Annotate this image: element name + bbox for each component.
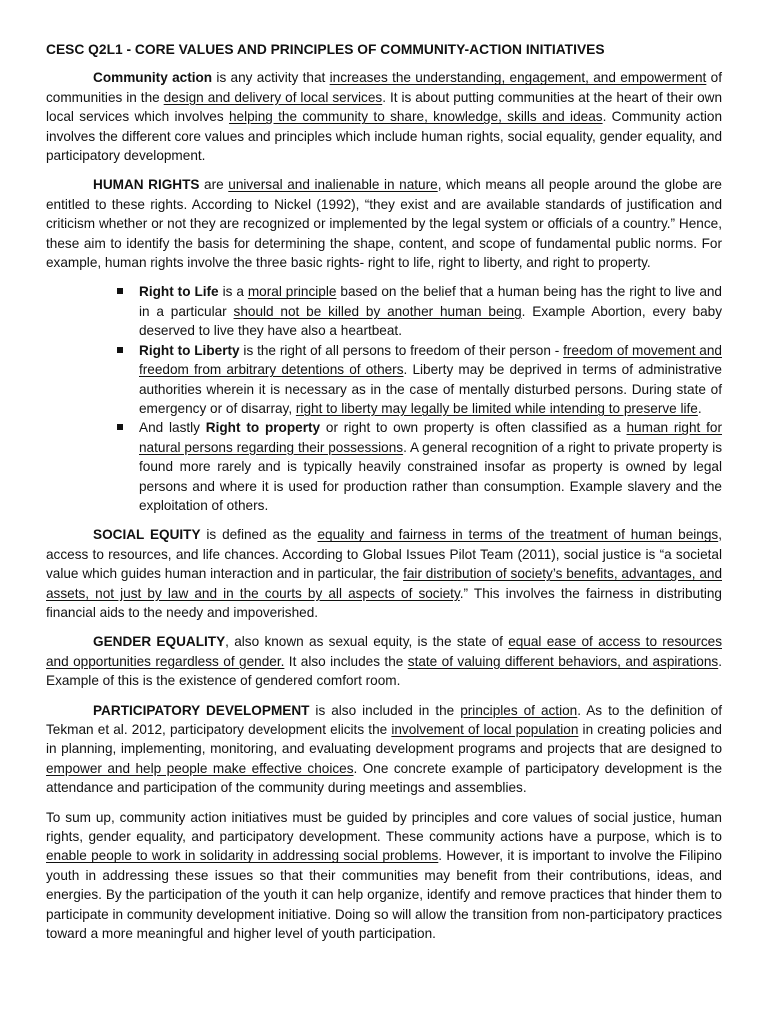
square-bullet-icon — [117, 424, 123, 430]
underlined-phrase: equal ease of access to resources and opportunities regardless of gender. — [46, 634, 722, 669]
underlined-phrase: increases the understanding, engagement, and empowerment — [329, 70, 707, 86]
term-participatory-development: PARTICIPATORY DEVELOPMENT — [93, 702, 310, 718]
term-right-to-life: Right to Life — [139, 284, 219, 300]
underlined-phrase: universal and inalienable in nature — [228, 177, 438, 193]
underlined-phrase: state of valuing different behaviors, and aspirations — [407, 653, 719, 669]
term-community-action: Community action — [93, 70, 213, 86]
underlined-phrase: involvement of local population — [391, 722, 579, 737]
term-gender-equality: GENDER EQUALITY — [93, 634, 226, 650]
intro-paragraph: Community action is any activity that increases the understanding, engagement, and empowerment of communities in the design and delivery of local services. It is about putting communities at the heart of their own local services which involves helping the community to share, knowledge, skills and ideas. Community action involves the different core values and principles which include human rights, social equality, gender equality, and participatory development. — [46, 70, 723, 164]
underlined-phrase: should not be killed by another human being — [233, 303, 522, 319]
underlined-phrase: fair distribution of society’s benefits, advantages, and assets, not just by law and in the courts by all aspects of society — [46, 566, 722, 601]
underlined-phrase: empower and help people make effective choices — [46, 760, 354, 776]
rights-list — [46, 282, 722, 515]
social-equity-paragraph: SOCIAL EQUITY is defined as the equality and fairness in terms of the treatment of human beings, access to resources, and life chances. According to Global Issues Pilot Team (2011), social justice is “a societal value which guides human interaction and in particular, the fair distribution of society’s benefits, advantages, and assets, not just by law and in the courts by all aspects of society.” This involves the fairness in distributing financial aids to the needy and impoverished. — [46, 527, 722, 620]
underlined-phrase: right to liberty may legally be limited while intending to preserve life — [295, 400, 698, 416]
term-right-to-property: Right to property — [205, 420, 321, 436]
underlined-phrase: design and delivery of local services — [163, 89, 383, 105]
underlined-phrase: enable people to work in solidarity in addressing social problems — [46, 848, 439, 864]
conclusion-paragraph: To sum up, community action initiatives must be guided by principles and core values of social justice, human rights, gender equality, and participatory development. These community actions have a purpose, which is to enable people to work in solidarity in addressing social problems. However, it is important to involve the Filipino youth in addressing these issues so that their communities may benefit from their contributions, ideas, and energies. By the participation of the youth it can help organize, identify and remove practices that hinder them to participate in community development initiative. Doing so will allow the transition from non-participatory practices toward a more meaningful and higher level of youth participation. — [46, 809, 722, 942]
underlined-phrase: moral principle — [247, 284, 337, 300]
list-item-right-to-life: Right to Life is a moral principle based on the belief that a human being has the right to live and in a particular should not be killed by another human being. Example Abortion, every baby deserved to live they have also a heartbeat. — [139, 282, 722, 340]
list-item-right-to-property: And lastly Right to property or right to own property is often classified as a human right for natural persons regarding their possessions. A general recognition of a right to private property is found more rarely and is typically heavily constrained insofar as property is owned by legal persons and where it is used for production rather than consumption. Example slavery and the exploitation of others. — [139, 418, 722, 515]
list-item-right-to-liberty: Right to Liberty is the right of all persons to freedom of their person - freedom of movement and freedom from arbitrary detentions of others. Liberty may be deprived in terms of administrative authorities wherein it is necessary as in the case of mentally disturbed persons. During state of emergency or of disarray, right to liberty may legally be limited while intending to preserve life. — [139, 341, 722, 419]
term-social-equity: SOCIAL EQUITY — [93, 527, 201, 543]
human-rights-paragraph: HUMAN RIGHTS are universal and inalienable in nature, which means all people around the globe are entitled to these rights. According to Nickel (1992), “they exist and are available standards of justification and criticism whether or not they are recognized or implemented by the legal system or officials of a country.” Hence, these aim to identify the basis for determining the shape, content, and scope of fundamental public norms. For example, human rights involve the three basic rights- right to life, right to liberty, and right to property. — [46, 177, 722, 271]
gender-equality-paragraph: GENDER EQUALITY, also known as sexual equity, is the state of equal ease of access to resources and opportunities regardless of gender. It also includes the state of valuing different behaviors, and aspirations. Example of this is the existence of gendered comfort room. — [46, 634, 722, 689]
underlined-phrase: principles of action — [460, 702, 578, 718]
term-human-rights: HUMAN RIGHTS — [93, 177, 200, 193]
underlined-phrase: helping the community to share, knowledge, skills and ideas — [228, 109, 603, 125]
term-right-to-liberty: Right to Liberty — [139, 342, 240, 358]
page-title: CESC Q2L1 - CORE VALUES AND PRINCIPLES OF COMMUNITY-ACTION INITIATIVES — [46, 42, 605, 57]
underlined-phrase: human right for natural persons regarding their possessions — [139, 420, 722, 455]
square-bullet-icon — [117, 288, 123, 294]
underlined-phrase: equality and fairness in terms of the treatment of human beings — [317, 527, 719, 543]
square-bullet-icon — [117, 347, 123, 353]
participatory-development-paragraph: PARTICIPATORY DEVELOPMENT is also included in the principles of action. As to the definition of Tekman et al. 2012, participatory development elicits the involvement of local population in creating policies and in planning, implementing, monitoring, and evaluating development programs and projects that are designed to empower and help people make effective choices. One concrete example of participatory development is the attendance and participation of the community during meetings and assemblies. — [46, 702, 723, 796]
underlined-phrase: freedom of movement and freedom from arbitrary detentions of others — [139, 342, 722, 378]
